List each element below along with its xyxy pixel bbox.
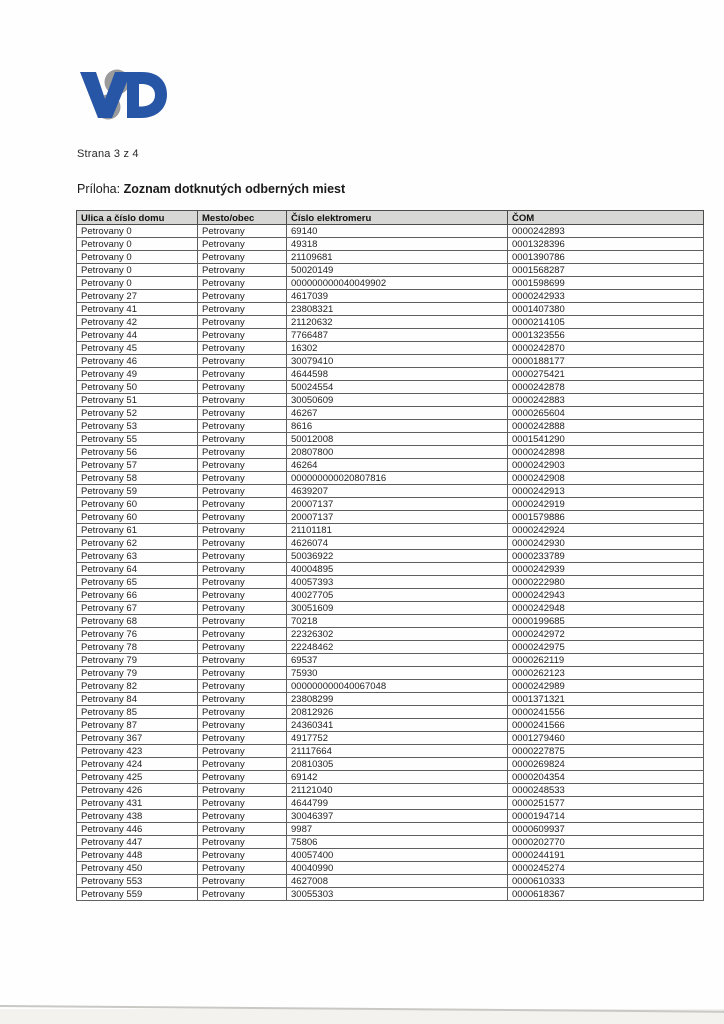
table-cell: 0000242908 [508,472,704,485]
table-cell: Petrovany 450 [77,862,198,875]
table-cell: 0000262123 [508,667,704,680]
table-cell: 0000248533 [508,784,704,797]
table-cell: 0001407380 [508,303,704,316]
table-cell: 20007137 [287,511,508,524]
table-cell: 16302 [287,342,508,355]
table-row [77,810,704,823]
column-header-meter-number: Číslo elektromeru [287,211,508,225]
table-row [77,719,704,732]
table-row [77,589,704,602]
table-cell: Petrovany 68 [77,615,198,628]
table-row [77,524,704,537]
table-cell: Petrovany 426 [77,784,198,797]
table-cell: 21101181 [287,524,508,537]
table-cell: Petrovany 58 [77,472,198,485]
table-cell: Petrovany 44 [77,329,198,342]
table-cell: Petrovany [198,381,287,394]
table-row [77,394,704,407]
table-row [77,368,704,381]
table-cell: 30046397 [287,810,508,823]
table-cell: 4644799 [287,797,508,810]
table-cell: 0000242903 [508,459,704,472]
table-cell: Petrovany [198,251,287,264]
table-cell: 0000275421 [508,368,704,381]
table-cell: 0001568287 [508,264,704,277]
table-cell: Petrovany [198,277,287,290]
table-row [77,771,704,784]
table-cell: Petrovany 84 [77,693,198,706]
table-cell: Petrovany 76 [77,628,198,641]
table-cell: 0000618367 [508,888,704,901]
table-row [77,550,704,563]
table-cell: Petrovany 61 [77,524,198,537]
table-row [77,654,704,667]
table-cell: 40057400 [287,849,508,862]
table-cell: Petrovany 49 [77,368,198,381]
table-cell: Petrovany [198,602,287,615]
table-cell: Petrovany 82 [77,680,198,693]
table-row [77,511,704,524]
table-row [77,862,704,875]
table-cell: 0000242939 [508,563,704,576]
table-cell: 0000242972 [508,628,704,641]
table-row [77,498,704,511]
table-cell: Petrovany 0 [77,251,198,264]
table-row [77,641,704,654]
table-cell: 21120632 [287,316,508,329]
table-cell: Petrovany [198,459,287,472]
table-cell: Petrovany 56 [77,446,198,459]
table-cell: Petrovany 59 [77,485,198,498]
table-cell: Petrovany [198,394,287,407]
table-row [77,602,704,615]
table-cell: Petrovany [198,628,287,641]
table-row [77,277,704,290]
table-cell: Petrovany [198,836,287,849]
table-row [77,433,704,446]
table-cell: Petrovany 60 [77,511,198,524]
table-row [77,459,704,472]
table-cell: 0000242919 [508,498,704,511]
table-row [77,303,704,316]
table-cell: Petrovany [198,537,287,550]
table-cell: Petrovany 0 [77,225,198,238]
table-cell: 69142 [287,771,508,784]
table-row [77,836,704,849]
table-row [77,823,704,836]
table-cell: 50036922 [287,550,508,563]
table-cell: Petrovany [198,797,287,810]
table-cell: Petrovany 41 [77,303,198,316]
table-cell: Petrovany 79 [77,667,198,680]
table-cell: 0000222980 [508,576,704,589]
table-row [77,849,704,862]
column-header-street: Ulica a číslo domu [77,211,198,225]
table-cell: 8616 [287,420,508,433]
table-cell: 0000241556 [508,706,704,719]
table-cell: 0000242948 [508,602,704,615]
table-cell: 0000244191 [508,849,704,862]
table-cell: Petrovany 66 [77,589,198,602]
table-cell: 0000242930 [508,537,704,550]
table-cell: Petrovany 50 [77,381,198,394]
table-cell: Petrovany [198,732,287,745]
table-cell: 4639207 [287,485,508,498]
table-cell: Petrovany [198,524,287,537]
table-cell: Petrovany [198,771,287,784]
table-cell: 0000242989 [508,680,704,693]
table-cell: Petrovany [198,641,287,654]
table-cell: Petrovany [198,355,287,368]
table-cell: Petrovany [198,511,287,524]
table-cell: 0000214105 [508,316,704,329]
table-cell: Petrovany [198,329,287,342]
table-cell: Petrovany 57 [77,459,198,472]
table-row [77,875,704,888]
table-cell: Petrovany 0 [77,238,198,251]
table-row [77,680,704,693]
table-cell: 0001541290 [508,433,704,446]
table-cell: Petrovany [198,849,287,862]
table-cell: Petrovany [198,810,287,823]
table-row [77,563,704,576]
table-cell: 0000242933 [508,290,704,303]
table-cell: 30051609 [287,602,508,615]
table-cell: Petrovany 42 [77,316,198,329]
table-cell: 22326302 [287,628,508,641]
table-cell: 0000242870 [508,342,704,355]
table-cell: 000000000040067048 [287,680,508,693]
table-cell: 46264 [287,459,508,472]
table-header-row [77,211,704,225]
table-row [77,745,704,758]
table-cell: 0000188177 [508,355,704,368]
table-cell: Petrovany [198,225,287,238]
table-cell: 0000202770 [508,836,704,849]
table-cell: 24360341 [287,719,508,732]
table-row [77,797,704,810]
table-cell: Petrovany 559 [77,888,198,901]
table-cell: Petrovany 0 [77,277,198,290]
table-cell: Petrovany [198,667,287,680]
table-cell: Petrovany 55 [77,433,198,446]
table-cell: 21117664 [287,745,508,758]
table-cell: Petrovany 51 [77,394,198,407]
table-cell: Petrovany [198,498,287,511]
table-cell: Petrovany 52 [77,407,198,420]
table-header [77,211,704,225]
table-cell: 0000610333 [508,875,704,888]
attachment-label: Príloha: [77,182,121,196]
table-cell: 0000242898 [508,446,704,459]
table-cell: Petrovany [198,563,287,576]
consumption-points-table [76,210,704,901]
table-cell: 0000242878 [508,381,704,394]
table-cell: Petrovany 448 [77,849,198,862]
column-header-city: Mesto/obec [198,211,287,225]
table-cell: 40004895 [287,563,508,576]
table-cell: 4626074 [287,537,508,550]
table-cell: Petrovany [198,303,287,316]
table-cell: 22248462 [287,641,508,654]
table-cell: Petrovany 67 [77,602,198,615]
table-cell: 0000242913 [508,485,704,498]
table-row [77,693,704,706]
table-row [77,238,704,251]
table-cell: Petrovany 62 [77,537,198,550]
table-row [77,888,704,901]
table-cell: 70218 [287,615,508,628]
table-cell: 000000000020807816 [287,472,508,485]
table-cell: Petrovany 63 [77,550,198,563]
table-row [77,706,704,719]
table-cell: 0000242888 [508,420,704,433]
table-cell: 0000242924 [508,524,704,537]
table-cell: 0000265604 [508,407,704,420]
table-cell: 0001579886 [508,511,704,524]
table-cell: Petrovany 65 [77,576,198,589]
table-cell: Petrovany 64 [77,563,198,576]
table-cell: 75806 [287,836,508,849]
table-cell: 0000251577 [508,797,704,810]
table-cell: 0000245274 [508,862,704,875]
table-cell: Petrovany [198,446,287,459]
table-cell: Petrovany 45 [77,342,198,355]
table-cell: 69140 [287,225,508,238]
table-cell: 40040990 [287,862,508,875]
table-cell: Petrovany 78 [77,641,198,654]
table-cell: Petrovany [198,368,287,381]
table-cell: 0001279460 [508,732,704,745]
table-cell: Petrovany [198,784,287,797]
table-cell: Petrovany [198,433,287,446]
table-cell: 23808299 [287,693,508,706]
table-cell: 75930 [287,667,508,680]
table-cell: 20807800 [287,446,508,459]
table-cell: 0000241566 [508,719,704,732]
column-header-com: ČOM [508,211,704,225]
attachment-title-text: Zoznam dotknutých odberných miest [123,182,346,196]
table-cell: 0000242975 [508,641,704,654]
table-cell: 30050609 [287,394,508,407]
table-row [77,290,704,303]
table-cell: 0000227875 [508,745,704,758]
table-cell: Petrovany [198,472,287,485]
table-cell: Petrovany 424 [77,758,198,771]
table-cell: Petrovany 438 [77,810,198,823]
table-cell: 50020149 [287,264,508,277]
table-cell: 23808321 [287,303,508,316]
table-row [77,329,704,342]
table-cell: Petrovany [198,420,287,433]
table-cell: Petrovany [198,745,287,758]
table-cell: 50024554 [287,381,508,394]
table-row [77,342,704,355]
table-row [77,381,704,394]
table-row [77,472,704,485]
table-row [77,784,704,797]
table-cell: 0000262119 [508,654,704,667]
table-cell: 0000204354 [508,771,704,784]
table-row [77,615,704,628]
table-cell: 40057393 [287,576,508,589]
table-cell: Petrovany 79 [77,654,198,667]
table-row [77,355,704,368]
table-row [77,537,704,550]
vsd-logo-icon [77,67,169,125]
table-cell: Petrovany 447 [77,836,198,849]
table-cell: Petrovany [198,719,287,732]
table-cell: Petrovany [198,589,287,602]
table-cell: Petrovany 85 [77,706,198,719]
table-cell: 0001328396 [508,238,704,251]
table-cell: 30055303 [287,888,508,901]
table-body [77,225,704,901]
table-cell: 0000242883 [508,394,704,407]
table-cell: 20007137 [287,498,508,511]
table-cell: 0000199685 [508,615,704,628]
table-cell: Petrovany 60 [77,498,198,511]
table-row [77,225,704,238]
table-cell: Petrovany [198,264,287,277]
table-cell: 30079410 [287,355,508,368]
table-cell: Petrovany [198,485,287,498]
table-cell: Petrovany [198,290,287,303]
table-row [77,446,704,459]
table-cell: 40027705 [287,589,508,602]
table-cell: Petrovany 553 [77,875,198,888]
table-cell: 4627008 [287,875,508,888]
table-cell: 0000269824 [508,758,704,771]
table-cell: Petrovany 53 [77,420,198,433]
table-cell: 0000242943 [508,589,704,602]
table-cell: 4917752 [287,732,508,745]
table-row [77,316,704,329]
table-row [77,758,704,771]
table-cell: Petrovany [198,758,287,771]
table-cell: Petrovany 367 [77,732,198,745]
table-row [77,251,704,264]
table-cell: 20812926 [287,706,508,719]
table-cell: Petrovany 431 [77,797,198,810]
table-row [77,628,704,641]
table-cell: 0000609937 [508,823,704,836]
table-cell: 50012008 [287,433,508,446]
table-cell: Petrovany [198,576,287,589]
table-cell: Petrovany [198,862,287,875]
table-cell: 46267 [287,407,508,420]
table-cell: Petrovany [198,238,287,251]
table-row [77,485,704,498]
table-cell: Petrovany 446 [77,823,198,836]
table-cell: Petrovany [198,615,287,628]
table-cell: Petrovany 87 [77,719,198,732]
table-row [77,407,704,420]
table-cell: Petrovany [198,680,287,693]
table-cell: 4617039 [287,290,508,303]
table-cell: 9987 [287,823,508,836]
table-cell: 0001323556 [508,329,704,342]
table-cell: Petrovany [198,823,287,836]
table-row [77,732,704,745]
table-cell: 21121040 [287,784,508,797]
table-cell: Petrovany [198,693,287,706]
table-cell: 69537 [287,654,508,667]
table-cell: Petrovany 27 [77,290,198,303]
table-cell: 0000194714 [508,810,704,823]
table-row [77,667,704,680]
table-cell: 0001371321 [508,693,704,706]
table-cell: Petrovany 425 [77,771,198,784]
table-cell: 0001598699 [508,277,704,290]
table-cell: Petrovany [198,550,287,563]
table-cell: Petrovany [198,888,287,901]
table-cell: 7766487 [287,329,508,342]
table-cell: 20810305 [287,758,508,771]
attachment-title [77,182,345,196]
page-number-text: Strana 3 z 4 [77,148,139,160]
table-cell: Petrovany [198,342,287,355]
table-cell: Petrovany [198,654,287,667]
table-cell: Petrovany [198,706,287,719]
table-cell: 000000000040049902 [287,277,508,290]
table-cell: Petrovany [198,875,287,888]
table-cell: 0000242893 [508,225,704,238]
table-cell: 21109681 [287,251,508,264]
table-cell: Petrovany 46 [77,355,198,368]
table-cell: Petrovany [198,316,287,329]
table-cell: 49318 [287,238,508,251]
table-row [77,576,704,589]
table-cell: Petrovany [198,407,287,420]
table-cell: 0001390786 [508,251,704,264]
table-row [77,264,704,277]
table-cell: Petrovany 423 [77,745,198,758]
table-cell: 0000233789 [508,550,704,563]
table-cell: Petrovany 0 [77,264,198,277]
table-row [77,420,704,433]
table-cell: 4644598 [287,368,508,381]
